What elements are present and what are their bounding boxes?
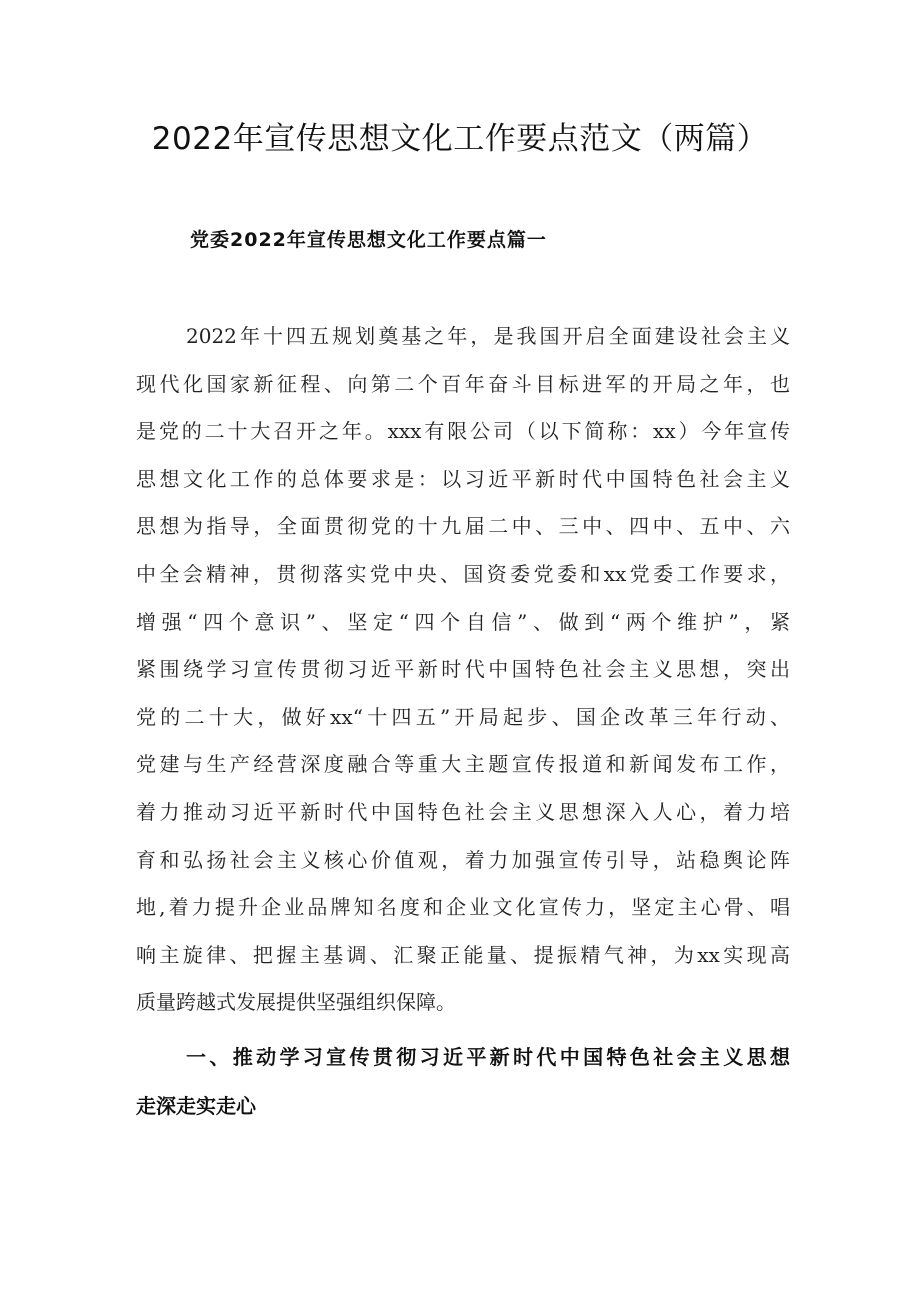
- paragraph-line: 思想为指导，全面贯彻党的十九届二中、三中、四中、五中、六: [136, 514, 790, 539]
- paragraph-line: 中全会精神，贯彻落实党中央、国资委党委和xx党委工作要求，: [136, 561, 790, 586]
- paragraph-line: 紧围绕学习宣传贯彻习近平新时代中国特色社会主义思想，突出: [136, 657, 790, 682]
- body-paragraph: [136, 313, 790, 1027]
- paragraph-line: 思想文化工作的总体要求是：以习近平新时代中国特色社会主义: [136, 466, 790, 491]
- paragraph-line: 党建与生产经营深度融合等重大主题宣传报道和新闻发布工作，: [136, 752, 790, 777]
- paragraph-line: 着力推动习近平新时代中国特色社会主义思想深入人心，着力培: [136, 799, 790, 824]
- paragraph-line: 党的二十大，做好xx“十四五”开局起步、国企改革三年行动、: [136, 704, 790, 729]
- paragraph-line: 地,着力提升企业品牌知名度和企业文化宣传力，坚定主心骨、唱: [136, 895, 790, 920]
- document-title: 2022年宣传思想文化工作要点范文（两篇）: [151, 121, 769, 157]
- section-heading: 党委2022年宣传思想文化工作要点篇一: [190, 229, 547, 251]
- paragraph-line: 是党的二十大召开之年。xxx有限公司（以下简称：xx）今年宣传: [136, 419, 790, 444]
- paragraph-line: 响主旋律、把握主基调、汇聚正能量、提振精气神，为xx实现高: [136, 942, 790, 967]
- paragraph-line: 育和弘扬社会主义核心价值观，着力加强宣传引导，站稳舆论阵: [136, 847, 790, 872]
- paragraph-line: 2022年十四五规划奠基之年，是我国开启全面建设社会主义: [186, 324, 790, 348]
- paragraph-line: 增强“四个意识”、坚定“四个自信”、做到“两个维护”，紧: [136, 609, 790, 634]
- subheading-line: 走深走实走心: [136, 1094, 256, 1118]
- paragraph-line: 质量跨越式发展提供坚强组织保障。: [136, 990, 456, 1015]
- subheading-line: 一、推动学习宣传贯彻习近平新时代中国特色社会主义思想: [186, 1045, 790, 1069]
- paragraph-line: 现代化国家新征程、向第二个百年奋斗目标进军的开局之年，也: [136, 371, 790, 396]
- subheading: [136, 1033, 790, 1131]
